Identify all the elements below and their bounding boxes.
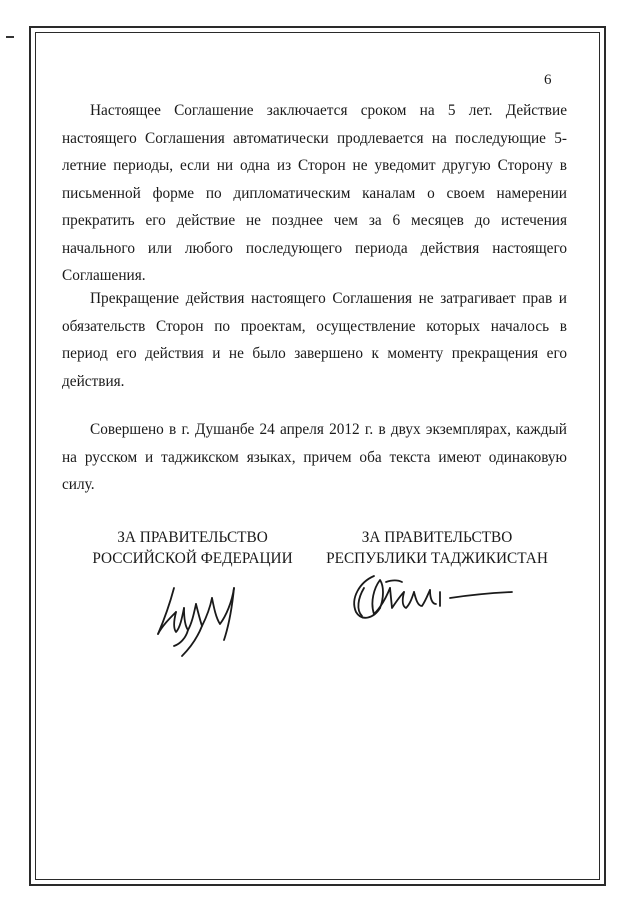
scan-mark (6, 36, 14, 38)
page-number: 6 (544, 72, 552, 88)
signature-heading-line1: ЗА ПРАВИТЕЛЬСТВО (117, 529, 268, 546)
handwritten-signature-tajikistan (340, 568, 520, 638)
handwritten-signature-russia (140, 568, 250, 663)
paragraph-done-at: Совершено в г. Душанбе 24 апреля 2012 г. в двух экземплярах, каждый на русском и таджикском языках, причем оба текста имеют одинаковую силу. (62, 421, 567, 493)
paragraph-termination: Прекращение действия настоящего Соглашения не затрагивает прав и обязательств Сторон по проектам, осуществление которых началось в период его действия и не было завершено к моменту прекращения его действия. (62, 290, 567, 390)
paragraph-term: Настоящее Соглашение заключается сроком на 5 лет. Действие настоящего Соглашения автоматически продлевается на последующие 5-летние периоды, если ни одна из Сторон не уведомит другую Сторону в письменной форме по дипломатическим каналам о своем намерении прекратить его действие не позднее чем за 6 месяцев до истечения начального или любого последующего периода действия настоящего Соглашения. (62, 102, 567, 284)
signature-block-tajikistan (312, 527, 562, 569)
signature-heading-line2: РЕСПУБЛИКИ ТАДЖИКИСТАН (326, 550, 548, 567)
signature-heading-line2: РОССИЙСКОЙ ФЕДЕРАЦИИ (92, 550, 293, 567)
signature-block-russia (70, 527, 315, 569)
signature-heading-line1: ЗА ПРАВИТЕЛЬСТВО (361, 529, 513, 546)
